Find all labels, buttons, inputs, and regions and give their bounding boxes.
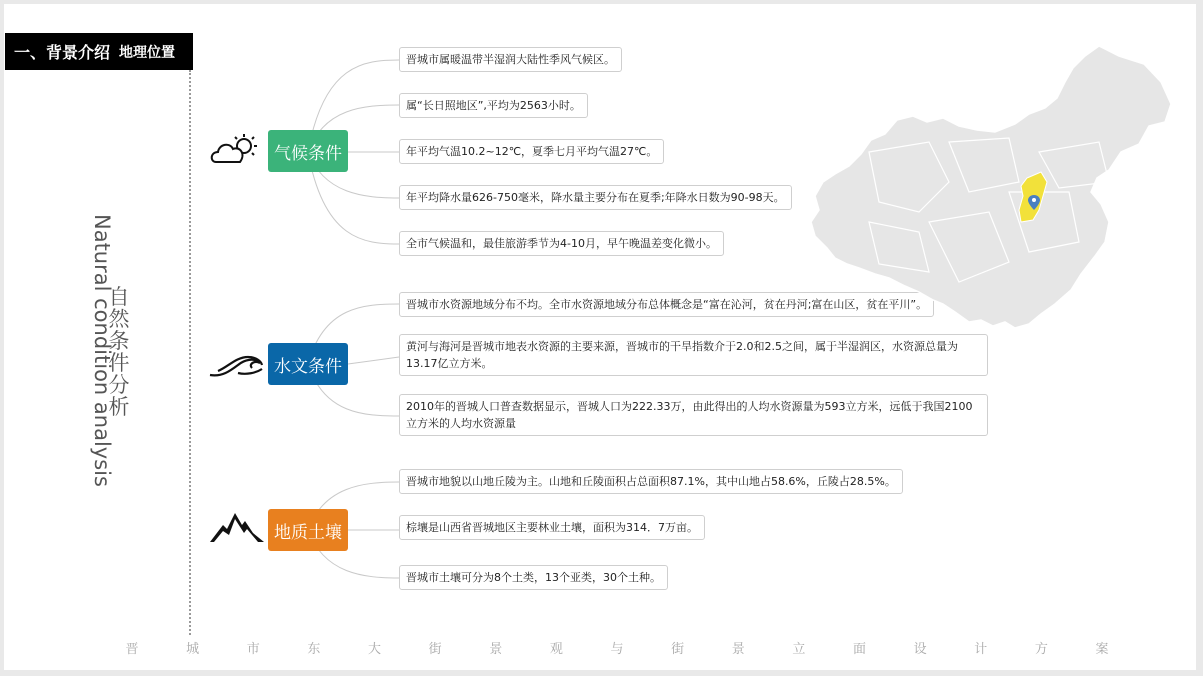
climate-item: 晋城市属暖温带半湿润大陆性季风气候区。 — [399, 47, 622, 72]
footer-char: 景 — [489, 642, 503, 657]
slide — [4, 4, 1196, 670]
footer-title — [122, 638, 1112, 657]
footer-char: 与 — [610, 642, 624, 657]
china-map-icon — [809, 42, 1181, 342]
footer-char: 街 — [428, 642, 442, 657]
footer-char: 设 — [913, 642, 927, 657]
soil-item: 棕壤是山西省晋城地区主要林业土壤，面积为314．7万亩。 — [399, 515, 705, 540]
section-title: 一、背景介绍 — [14, 43, 111, 62]
badge-hydrology: 水文条件 — [268, 343, 348, 385]
footer-char: 晋 — [125, 642, 139, 657]
mountain-icon — [209, 509, 265, 543]
footer-char: 面 — [852, 642, 866, 657]
climate-item: 年平均降水量626-750毫米，降水量主要分布在夏季;年降水日数为90-98天。 — [399, 185, 792, 210]
footer-char: 大 — [367, 642, 381, 657]
section-subtitle: 地理位置 — [119, 44, 176, 61]
footer-char: 方 — [1034, 642, 1048, 657]
water-wave-icon — [208, 351, 264, 379]
footer-char: 景 — [731, 642, 745, 657]
badge-soil: 地质土壤 — [268, 509, 348, 551]
vertical-title-en: Natural condition analysis — [90, 214, 114, 487]
footer-char: 东 — [307, 642, 321, 657]
climate-item: 年平均气温10.2~12℃，夏季七月平均气温27℃。 — [399, 139, 664, 164]
vertical-title-cn: 自然条件分析 — [108, 285, 130, 419]
footer-char: 市 — [246, 642, 260, 657]
footer-char: 观 — [549, 642, 563, 657]
sun-cloud-icon — [210, 132, 260, 168]
footer-char: 立 — [792, 642, 806, 657]
footer-char: 街 — [671, 642, 685, 657]
hydrology-item: 2010年的晋城人口普查数据显示，晋城人口为222.33万，由此得出的人均水资源量为593立方米，远低于我国2100立方米的人均水资源量 — [399, 394, 988, 436]
soil-item: 晋城市土壤可分为8个土类，13个亚类，30个土种。 — [399, 565, 668, 590]
footer-char: 计 — [974, 642, 988, 657]
climate-item: 全市气候温和，最佳旅游季节为4-10月，早午晚温差变化微小。 — [399, 231, 724, 256]
footer-char: 案 — [1095, 642, 1109, 657]
hydrology-item: 晋城市水资源地域分布不均。全市水资源地域分布总体概念是“富在沁河，贫在丹河;富在山区，贫在平川”。 — [399, 292, 934, 317]
soil-item: 晋城市地貌以山地丘陵为主。山地和丘陵面积占总面积87.1%，其中山地占58.6%，丘陵占28.5%。 — [399, 469, 903, 494]
climate-item: 属“长日照地区”,平均为2563小时。 — [399, 93, 588, 118]
badge-climate: 气候条件 — [268, 130, 348, 172]
footer-char: 城 — [186, 642, 200, 657]
hydrology-item: 黄河与海河是晋城市地表水资源的主要来源，晋城市的干旱指数介于2.0和2.5之间，属于半湿润区，水资源总量为13.17亿立方米。 — [399, 334, 988, 376]
